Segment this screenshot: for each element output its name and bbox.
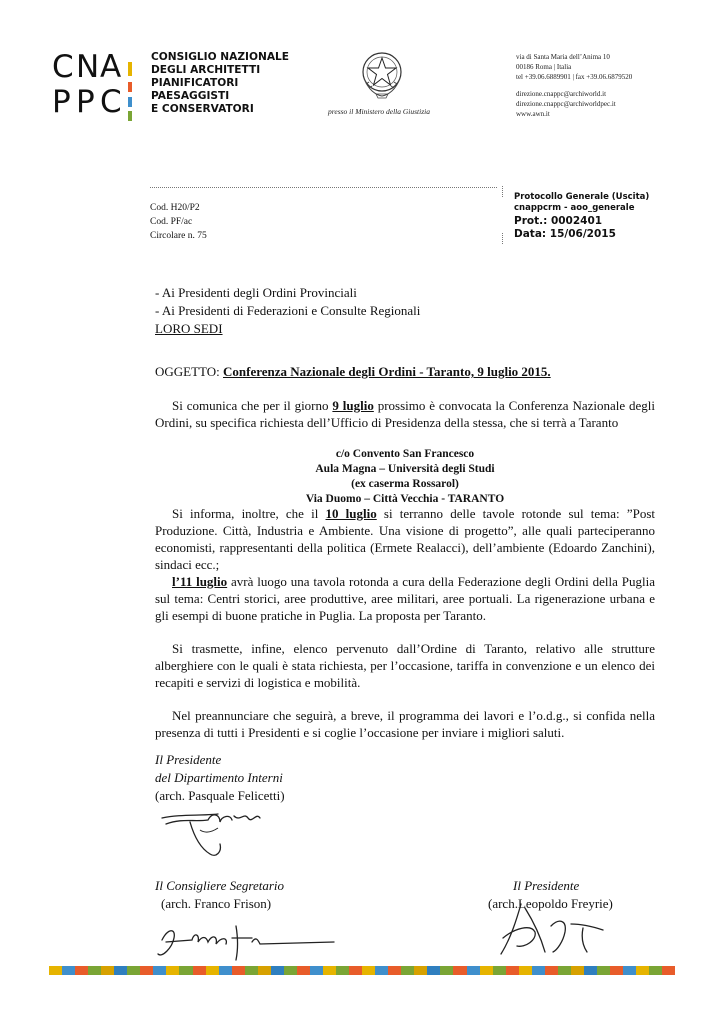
venue-line: Via Duomo – Città Vecchia - TARANTO	[305, 493, 505, 505]
venue-line: Aula Magna – Università degli Studi	[315, 463, 495, 475]
pec-email-link[interactable]: direzione.cnappc@archiworldpec.it	[516, 100, 616, 108]
color-bar-segment	[636, 966, 649, 975]
council-line: CONSIGLIO NAZIONALE	[151, 51, 290, 63]
italian-republic-emblem-icon	[358, 48, 406, 100]
color-bar-segment	[662, 966, 675, 975]
color-bar-segment	[75, 966, 88, 975]
color-bar-segment	[271, 966, 284, 975]
dotted-separator	[502, 186, 503, 197]
logo-letter: P	[52, 84, 71, 120]
color-bar-segment	[310, 966, 323, 975]
recipients	[155, 284, 420, 338]
color-bar-segment	[297, 966, 310, 975]
color-bar-segment	[193, 966, 206, 975]
logo-letter: C	[52, 49, 74, 85]
color-bar-segment	[414, 966, 427, 975]
signatory-name: (arch. Pasquale Felicetti)	[155, 788, 285, 803]
color-bar-segment	[375, 966, 388, 975]
council-line: PAESAGGISTI	[151, 90, 230, 102]
highlight-date: l’11 luglio	[172, 574, 228, 589]
logo-letter: A	[100, 49, 122, 85]
logo-letter: N	[76, 49, 100, 85]
color-bar-segment	[245, 966, 258, 975]
logo-letter: P	[76, 84, 95, 120]
color-bar-segment	[362, 966, 375, 975]
color-bar-segment	[284, 966, 297, 975]
color-bar-segment	[153, 966, 166, 975]
dotted-separator	[150, 187, 497, 188]
code-line: Cod. PF/ac	[150, 217, 193, 227]
logo-color-mark	[128, 82, 132, 92]
logo-color-mark	[128, 111, 132, 121]
color-bar-segment	[101, 966, 114, 975]
subject-label: OGGETTO:	[155, 364, 220, 379]
council-line: DEGLI ARCHITETTI	[151, 64, 261, 76]
color-bar-segment	[166, 966, 179, 975]
recipient-location: LORO SEDI	[155, 321, 223, 336]
protocol-title: Protocollo Generale (Uscita)	[514, 192, 650, 202]
address-line: via di Santa Maria dell’Anima 10	[516, 53, 610, 61]
paragraph-round-tables: Si informa, inoltre, che il 10 luglio si terranno delle tavole rotonde sul tema: ”Post Produzione. Città, Industria e Ambiente. Una visione di progetto”, alle quali parteciperanno economisti, rappresentanti della politica (Ermete Realacci), dell’ambiente (Edoardo Zanchini), sindaci ecc.; l’11 luglio avrà luogo una tavola rotonda a cura della Federazione degli Ordini della Puglia sul tema: Centri storici, aree produttive, aree militari, aree portuali. La rigenerazione urbana e gli esempi di buone pratiche in Puglia. La proposta per Taranto.	[155, 506, 655, 623]
document-codes	[150, 201, 207, 243]
logo-letter: C	[100, 84, 122, 120]
color-bar-segment	[519, 966, 532, 975]
signatory-name: (arch.Leopoldo Freyrie)	[488, 896, 613, 911]
paragraph-closing: Nel preannunciare che seguirà, a breve, il programma dei lavori e l’o.d.g., si confida nella presenza di tutti i Presidenti e si coglie l’occasione per inviare i migliori saluti.	[155, 708, 655, 740]
footer-color-bar	[49, 966, 675, 975]
color-bar-segment	[480, 966, 493, 975]
color-bar-segment	[258, 966, 271, 975]
signatory-title: del Dipartimento Interni	[155, 770, 283, 785]
color-bar-segment	[584, 966, 597, 975]
signatory-dept-president	[155, 751, 285, 805]
paragraph-convocation: Si comunica che per il giorno 9 luglio prossimo è convocata la Conferenza Nazionale degli Ordini, su specifica richiesta dell’Ufficio di Presidenza della stessa, che si terrà a Taranto	[155, 398, 656, 430]
council-line: E CONSERVATORI	[151, 103, 254, 115]
color-bar-segment	[493, 966, 506, 975]
subject-line	[155, 364, 551, 380]
recipient-line: - Ai Presidenti di Federazioni e Consulte Regionali	[155, 303, 421, 318]
logo-color-mark	[128, 62, 132, 76]
code-line: Cod. H20/P2	[150, 203, 200, 213]
highlight-date: 10 luglio	[325, 506, 377, 521]
color-bar-segment	[179, 966, 192, 975]
website-link[interactable]: www.awn.it	[516, 110, 550, 118]
recipient-line: - Ai Presidenti degli Ordini Provinciali	[155, 285, 357, 300]
signatory-name: (arch. Franco Frison)	[161, 896, 272, 911]
circular-number: Circolare n. 75	[150, 231, 207, 241]
email-link[interactable]: direzione.cnappc@archiworld.it	[516, 90, 607, 98]
protocol-date: Data: 15/06/2015	[514, 228, 616, 240]
color-bar-segment	[62, 966, 75, 975]
logo-color-mark	[128, 97, 132, 107]
color-bar-segment	[114, 966, 127, 975]
ministry-caption: presso il Ministero della Giustizia	[328, 107, 430, 116]
color-bar-segment	[388, 966, 401, 975]
signature-frison	[152, 918, 337, 964]
protocol-stamp	[514, 192, 649, 241]
color-bar-segment	[597, 966, 610, 975]
color-bar-segment	[532, 966, 545, 975]
signatory-title: Il Consigliere Segretario	[155, 878, 285, 893]
color-bar-segment	[427, 966, 440, 975]
color-bar-segment	[323, 966, 336, 975]
signatory-title: Il Presidente	[155, 752, 222, 767]
council-line: PIANIFICATORI	[151, 77, 239, 89]
color-bar-segment	[610, 966, 623, 975]
address-line: 00186 Roma | Italia	[516, 63, 572, 71]
color-bar-segment	[49, 966, 62, 975]
color-bar-segment	[88, 966, 101, 975]
color-bar-segment	[545, 966, 558, 975]
phone-fax: tel +39.06.6889901 | fax +39.06.6879520	[516, 73, 633, 81]
color-bar-segment	[232, 966, 245, 975]
cnappc-logo	[52, 49, 122, 122]
color-bar-segment	[506, 966, 519, 975]
color-bar-segment	[571, 966, 584, 975]
color-bar-segment	[206, 966, 219, 975]
protocol-number: Prot.: 0002401	[514, 215, 603, 227]
paragraph-hotels: Si trasmette, infine, elenco pervenuto dall’Ordine di Taranto, relativo alle strutture alberghiere con le quali è stata richiesta, per l’occasione, tariffa in convenzione e un elenco dei recapiti e servizi di logistica e mobilità.	[155, 641, 655, 690]
signatory-secretary	[155, 877, 284, 913]
color-bar-segment	[219, 966, 232, 975]
protocol-registry: cnappcrm - aoo_generale	[514, 203, 635, 213]
signature-freyrie	[495, 898, 615, 960]
color-bar-segment	[623, 966, 636, 975]
color-bar-segment	[349, 966, 362, 975]
dotted-separator	[502, 233, 503, 244]
color-bar-segment	[336, 966, 349, 975]
color-bar-segment	[127, 966, 140, 975]
color-bar-segment	[467, 966, 480, 975]
signature-felicetti	[160, 808, 280, 864]
signatory-title: Il Presidente	[513, 878, 580, 893]
subject-text: Conferenza Nazionale degli Ordini - Taranto, 9 luglio 2015.	[223, 364, 551, 379]
color-bar-segment	[401, 966, 414, 975]
color-bar-segment	[558, 966, 571, 975]
council-name	[151, 51, 289, 116]
color-bar-segment	[453, 966, 466, 975]
venue-block	[155, 447, 655, 507]
color-bar-segment	[440, 966, 453, 975]
highlight-date: 9 luglio	[332, 398, 374, 413]
venue-line: (ex caserma Rossarol)	[351, 478, 459, 490]
contact-block	[516, 52, 632, 119]
color-bar-segment	[649, 966, 662, 975]
venue-line: c/o Convento San Francesco	[335, 448, 475, 460]
color-bar-segment	[140, 966, 153, 975]
